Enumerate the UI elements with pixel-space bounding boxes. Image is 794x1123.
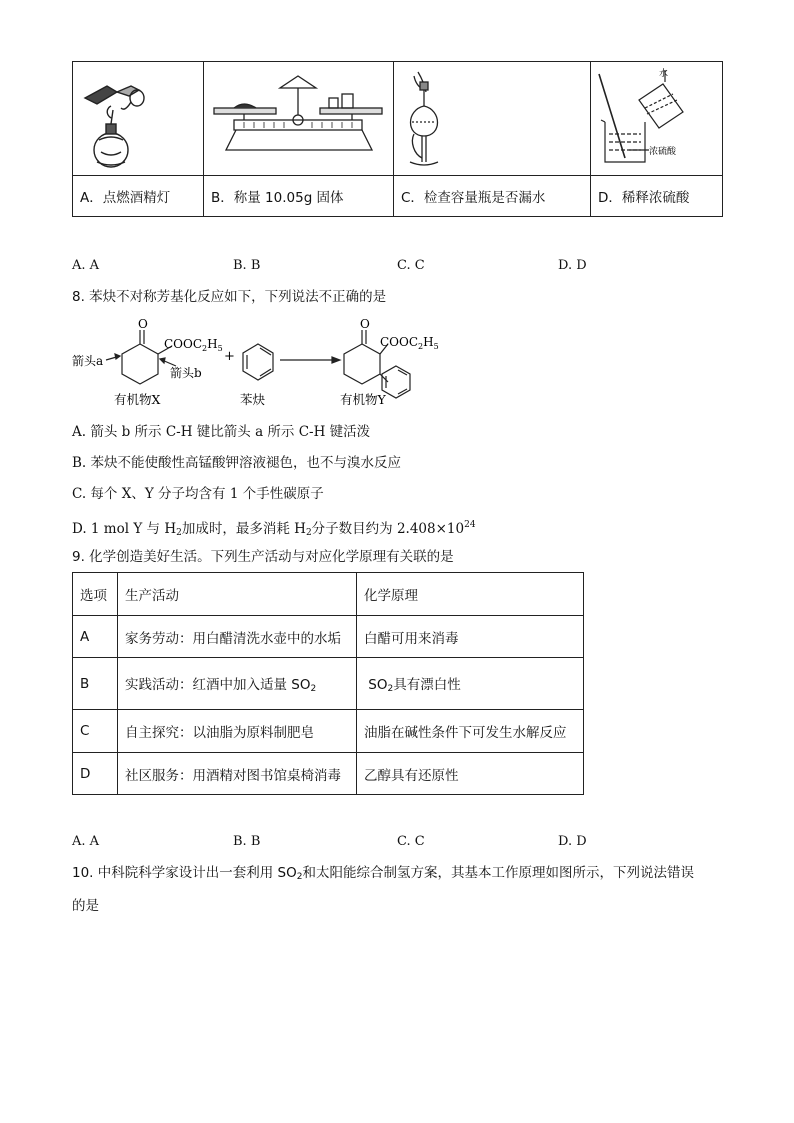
row-option: D [73,753,118,795]
label-a: A．点燃酒精灯 [73,176,204,217]
alcohol-lamp-illustration [73,62,204,175]
q7-option-d[interactable]: D. D [558,258,587,273]
row-principle: 白醋可用来消毒 [357,616,584,658]
q8-choice-c[interactable]: C. 每个 X、Y 分子均含有 1 个手性碳原子 [72,486,324,502]
ring-y [344,344,380,384]
q9-header-activity: 生产活动 [118,573,357,616]
figure-balance-cell [204,62,394,176]
ester-x: $COOC_2H_5$ [164,337,223,353]
q9-option-a[interactable]: A. A [72,834,100,849]
row-activity: 社区服务：用酒精对图书馆桌椅消毒 [118,753,357,795]
q8-choice-a[interactable]: A. 箭头 b 所示 C-H 键比箭头 a 所示 C-H 键活泼 [72,424,371,440]
row-activity: 自主探究：以油脂为原料制肥皂 [118,710,357,753]
q8-choice-b[interactable]: B. 苯炔不能使酸性高锰酸钾溶液褪色，也不与溴水反应 [72,455,402,471]
figure-alcohol-lamp-cell [73,62,204,176]
q9-header-row [73,573,584,616]
acid-label: 浓硫酸 [649,147,677,157]
q9-header-principle: 化学原理 [357,573,584,616]
water-label: 水 [659,69,669,79]
q9-option-d[interactable]: D. D [558,834,587,849]
q9-table [72,572,584,795]
figure-volumetric-flask-cell [394,62,591,176]
row-principle: $SO_2$具有漂白性 [357,658,584,710]
row-principle: 油脂在碱性条件下可发生水解反应 [357,710,584,753]
q9-header-option: 选项 [73,573,118,616]
q10-stem-line1: 10. 中科院科学家设计出一套利用 $SO_2$和太阳能综合制氢方案，其基本工作原理如图所示，下列说法错误 [72,865,694,882]
q7-option-c[interactable]: C. C [397,258,425,273]
q8-choice-d[interactable]: D. 1 mol Y 与 $H_2$加成时，最多消耗 $H_2$分子数目约为 $2.408\times 10^{24}$ [72,520,476,538]
label-c: C．检查容量瓶是否漏水 [394,176,591,217]
ester-y: $COOC_2H_5$ [380,335,439,351]
table-row [73,753,584,795]
row-activity: 实践活动：红酒中加入适量 $SO_2$ [118,658,357,710]
reaction-scheme [72,318,452,416]
q9-option-b[interactable]: B. B [233,834,261,849]
volumetric-flask-illustration [394,62,591,175]
label-d: D．稀释浓硫酸 [591,176,723,217]
name-y: 有机物Y [340,392,386,407]
q8-stem: 8. 苯炔不对称芳基化反应如下，下列说法不正确的是 [72,289,387,305]
table-row [73,616,584,658]
row-option: B [73,658,118,710]
name-benzyne: 苯炔 [240,392,266,407]
row-principle: 乙醇具有还原性 [357,753,584,795]
table-row [73,710,584,753]
dilution-illustration [591,62,723,175]
q9-stem: 9. 化学创造美好生活。下列生产活动与对应化学原理有关联的是 [72,549,454,565]
label-b: B．称量 10.05g 固体 [204,176,394,217]
name-x: 有机物X [114,392,161,407]
row-option: C [73,710,118,753]
ring-x [122,344,158,384]
q7-option-a[interactable]: A. A [72,258,100,273]
table-row [73,658,584,710]
balance-illustration [204,62,394,175]
q9-option-c[interactable]: C. C [397,834,425,849]
arrow-b-label: 箭头b [170,366,202,380]
ketone-o-x: O [138,318,148,331]
figure-dilution-cell [591,62,723,176]
q10-stem-line2: 的是 [72,898,99,914]
apparatus-table [72,61,723,217]
row-activity: 家务劳动：用白醋清洗水壶中的水垢 [118,616,357,658]
plus-sign: + [224,349,235,364]
arrow-a-label: 箭头a [72,354,104,368]
ketone-o-y: O [360,318,370,331]
q7-option-b[interactable]: B. B [233,258,261,273]
row-option: A [73,616,118,658]
